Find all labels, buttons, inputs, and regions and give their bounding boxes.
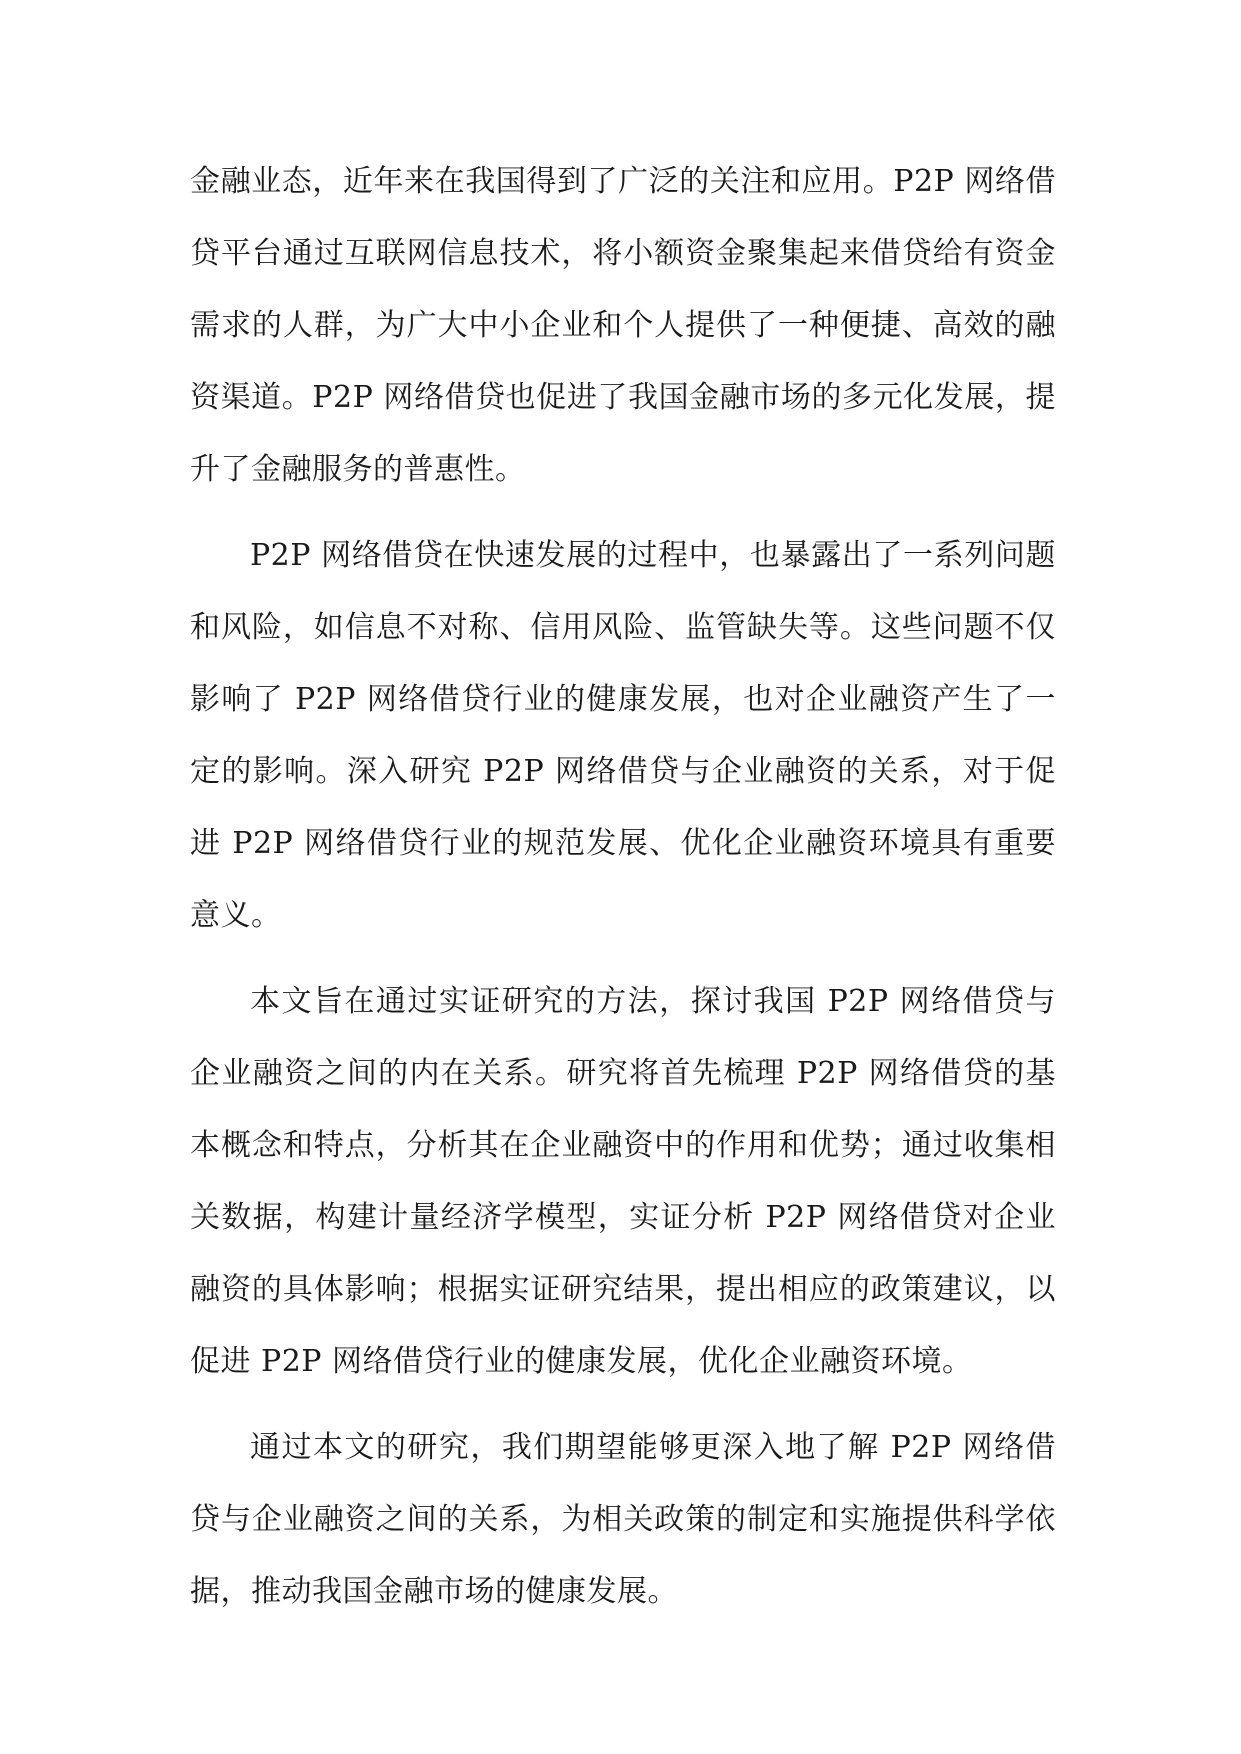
paragraph-3: 本文旨在通过实证研究的方法，探讨我国 P2P 网络借贷与企业融资之间的内在关系。研究将首先梳理 P2P 网络借贷的基本概念和特点，分析其在企业融资中的作用和优势；通过收集相关数据，构建计量经济学模型，实证分析 P2P 网络借贷对企业融资的具体影响；根据实证研究结果，提出相应的政策建议，以促进 P2P 网络借贷行业的健康发展，优化企业融资环境。 [190, 984, 1056, 1379]
paragraph-4: 通过本文的研究，我们期望能够更深入地了解 P2P 网络借贷与企业融资之间的关系，为相关政策的制定和实施提供科学依据，推动我国金融市场的健康发展。 [190, 1430, 1056, 1609]
body-text [190, 146, 1056, 1642]
paragraph-2: P2P 网络借贷在快速发展的过程中，也暴露出了一系列问题和风险，如信息不对称、信用风险、监管缺失等。这些问题不仅影响了 P2P 网络借贷行业的健康发展，也对企业融资产生了一定的影响。深入研究 P2P 网络借贷与企业融资的关系，对于促进 P2P 网络借贷行业的规范发展、优化企业融资环境具有重要意义。 [190, 538, 1056, 933]
paragraph-continued: 金融业态，近年来在我国得到了广泛的关注和应用。P2P 网络借贷平台通过互联网信息技术，将小额资金聚集起来借贷给有资金需求的人群，为广大中小企业和个人提供了一种便捷、高效的融资渠道。P2P 网络借贷也促进了我国金融市场的多元化发展，提升了金融服务的普惠性。 [190, 164, 1056, 487]
